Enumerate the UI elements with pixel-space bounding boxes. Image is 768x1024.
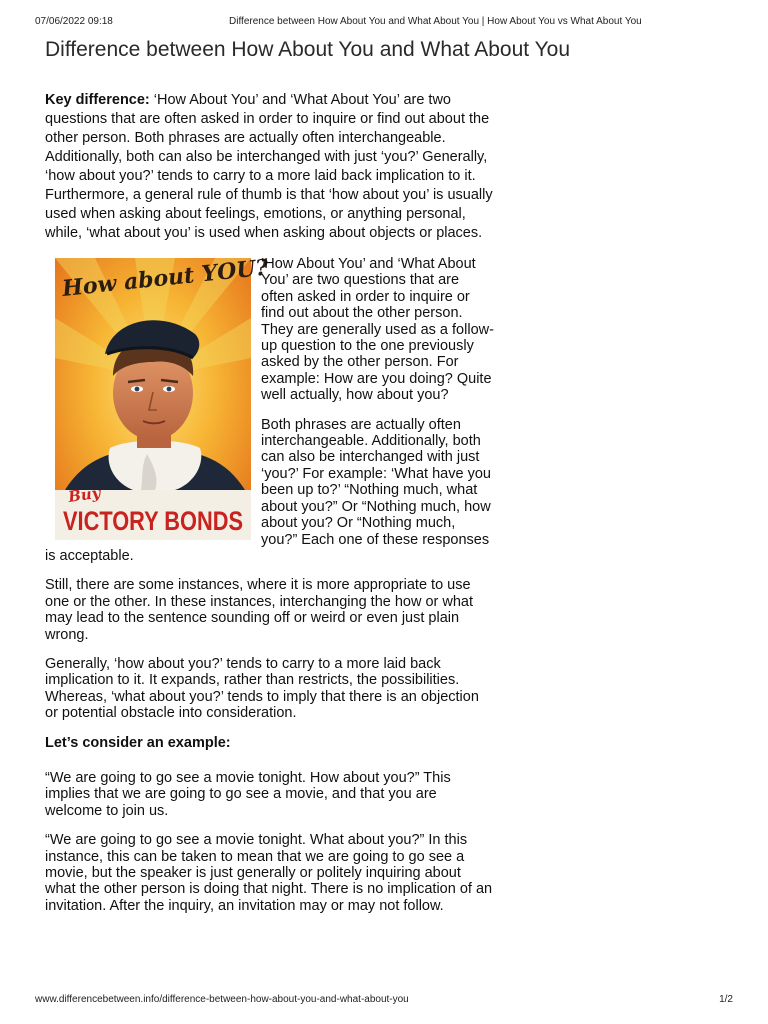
paragraph-6: “We are going to go see a movie tonight. How about you?” This implies that we are going to go see a movie, and that you are welcome to join us. bbox=[45, 769, 451, 819]
paragraph-4: Still, there are some instances, where it is more appropriate to use one or the other. In these instances, interchanging the how or what may lead to the sentence sounding off or weird or even just plain wrong. bbox=[45, 577, 474, 643]
key-difference-paragraph bbox=[45, 91, 495, 243]
paragraph-2: ‘How About You’ and ‘What About You’ are two questions that are often asked in order to inquire or find out about the other person. They are generally used as a follow-up question to the one previously asked by the other person. For example: How are you doing? Quite well actually, how about you? bbox=[261, 256, 494, 404]
article-title: Difference between How About You and What About You bbox=[45, 38, 571, 61]
example-heading: Let’s consider an example: bbox=[45, 734, 231, 751]
poster-headline: How about YOU? bbox=[60, 254, 270, 302]
key-difference-text: ‘How About You’ and ‘What About You’ are two questions that are often asked in order to inquire or find out about the other person. Both phrases are actually often interchangeable. Additionally, both can also be interchanged with just ‘you?’ Generally, ‘how about you?’ tends to carry to a more laid back implication to it. Furthermore, a general rule of thumb is that ‘how about you’ is usually used when asking about feelings, emotions, or anything personal, while, ‘what about you’ is used when asking about objects or places. bbox=[45, 92, 493, 241]
poster-buy: Buy bbox=[67, 483, 102, 506]
key-difference-label: Key difference: bbox=[45, 92, 150, 108]
paragraph-3: Both phrases are actually often interchangeable. Additionally, both can also be interchanged with just ‘you?’ For example: ‘What have you been up to?’ “Nothing much, what about you?” Or “Nothing much, how about you? Or “Nothing much, you?” Each one of these responses is acceptable. bbox=[45, 416, 491, 564]
print-date: 07/06/2022 09:18 bbox=[35, 16, 113, 27]
poster-bonds: VICTORY BONDS bbox=[63, 506, 243, 536]
footer-url[interactable]: www.differencebetween.info/difference-between-how-about-you-and-what-about-you bbox=[35, 994, 409, 1005]
paragraph-7: “We are going to go see a movie tonight. What about you?” In this instance, this can be taken to mean that we are going to go see a movie, but the speaker is just generally or politely inquiring about what the other person is doing that night. There is no implication of an invitation. After the inquiry, an invitation may or may not follow. bbox=[45, 832, 493, 914]
print-title: Difference between How About You and What About You | How About You vs What About You bbox=[229, 16, 642, 27]
page-number: 1/2 bbox=[719, 994, 733, 1005]
print-header bbox=[35, 16, 733, 30]
paragraph-5: Generally, ‘how about you?’ tends to carry to a more laid back implication to it. It expands, rather than restricts, the possibilities. Whereas, ‘what about you?’ tends to imply that there is an objection or potential obstacle into consideration. bbox=[45, 655, 479, 722]
victory-bonds-poster bbox=[55, 254, 270, 540]
article-body bbox=[45, 91, 495, 927]
